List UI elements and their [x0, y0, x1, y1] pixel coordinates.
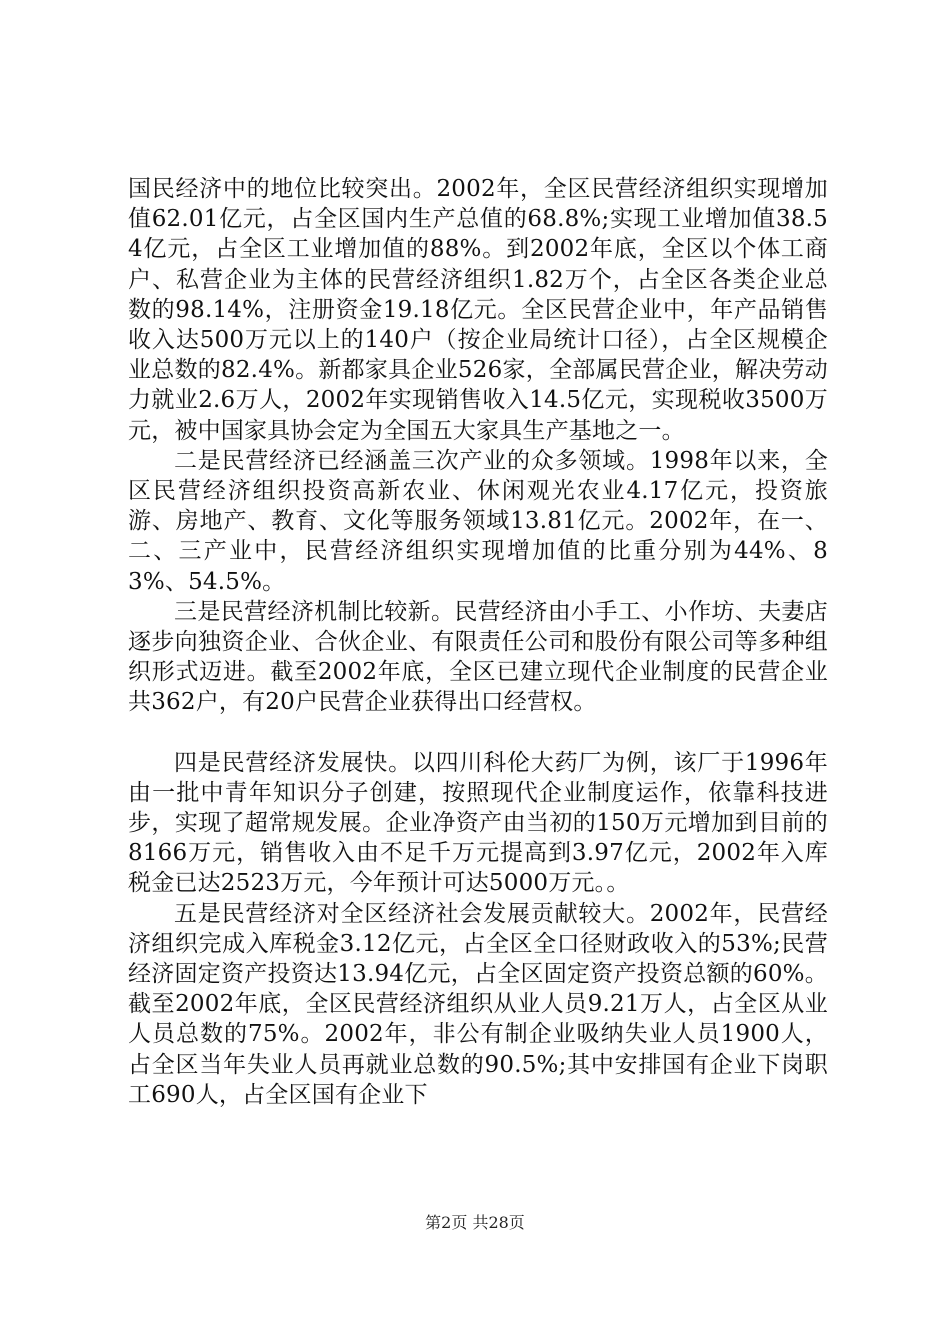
- paragraph-point-three: 三是民营经济机制比较新。民营经济由小手工、小作坊、夫妻店逐步向独资企业、合伙企业、有限责任公司和股份有限公司等多种组织形式迈进。截至2002年底，全区已建立现代企业制度的民营企业共362户，有20户民营企业获得出口经营权。: [128, 598, 828, 716]
- page-number-footer: 第2页 共28页: [425, 1213, 525, 1232]
- paragraph-point-five: 五是民营经济对全区经济社会发展贡献较大。2002年，民营经济组织完成入库税金3.12亿元，占全区全口径财政收入的53%;民营经济固定资产投资达13.94亿元，占全区固定资产投资总额的60%。截至2002年底，全区民营经济组织从业人员9.21万人，占全区从业人员总数的75%。2002年，非公有制企业吸纳失业人员1900人，占全区当年失业人员再就业总数的90.5%;其中安排国有企业下岗职工690人，占全区国有企业下: [128, 900, 828, 1108]
- document-body: [128, 174, 828, 1110]
- paragraph-continuation: 国民经济中的地位比较突出。2002年，全区民营经济组织实现增加值62.01亿元，占全区国内生产总值的68.8%;实现工业增加值38.54亿元，占全区工业增加值的88%。到2002年底，全区以个体工商户、私营企业为主体的民营经济组织1.82万个，占全区各类企业总数的98.14%，注册资金19.18亿元。全区民营企业中，年产品销售收入达500万元以上的140户（按企业局统计口径），占全区规模企业总数的82.4%。新都家具企业526家，全部属民营企业，解决劳动力就业2.6万人，2002年实现销售收入14.5亿元，实现税收3500万元，被中国家具协会定为全国五大家具生产基地之一。: [128, 176, 828, 444]
- paragraph-point-two: 二是民营经济已经涵盖三次产业的众多领域。1998年以来，全区民营经济组织投资高新农业、休闲观光农业4.17亿元，投资旅游、房地产、教育、文化等服务领域13.81亿元。2002年，在一、二、三产业中，民营经济组织实现增加值的比重分别为44%、83%、54.5%。: [128, 447, 828, 595]
- paragraph-point-four: 四是民营经济发展快。以四川科伦大药厂为例，该厂于1996年由一批中青年知识分子创建，按照现代企业制度运作，依靠科技进步，实现了超常规发展。企业净资产由当初的150万元增加到目前的8166万元，销售收入由不足千万元提高到3.97亿元，2002年入库税金已达2523万元，今年预计可达5000万元。。: [128, 749, 828, 897]
